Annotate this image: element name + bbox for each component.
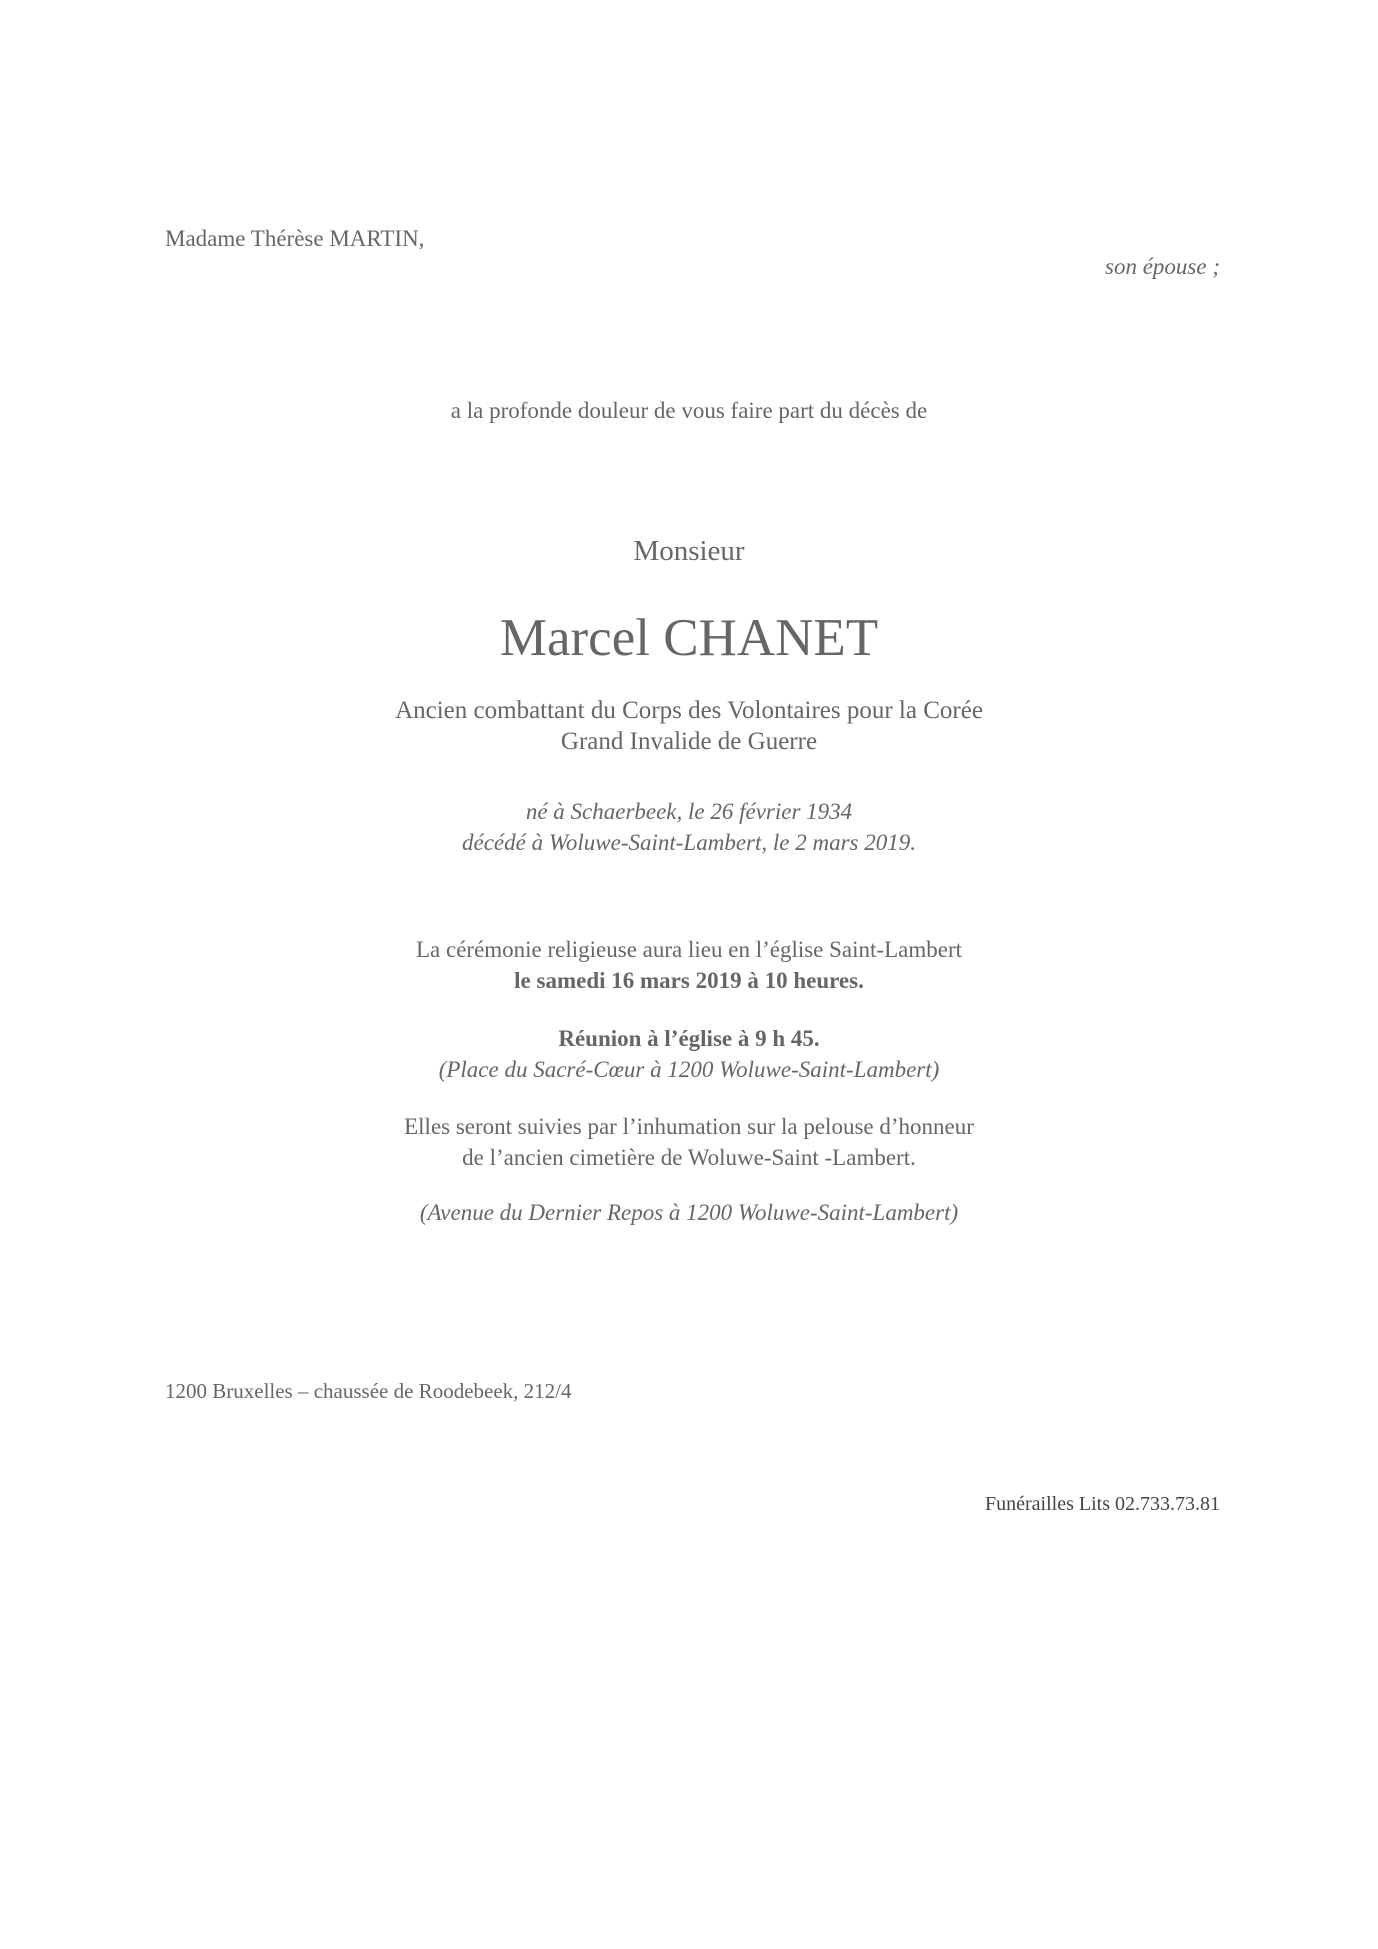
- deceased-name: Marcel CHANET: [499, 609, 879, 667]
- burial-block: [0, 1111, 1378, 1173]
- birth-line: né à Schaerbeek, le 26 février 1934: [525, 799, 853, 824]
- burial-line-2: de l’ancien cimetière de Woluwe-Saint -Lambert.: [462, 1145, 916, 1170]
- meeting-address: (Place du Sacré-Cœur à 1200 Woluwe-Saint-Lambert): [438, 1057, 940, 1082]
- meeting-block: [0, 1023, 1378, 1085]
- life-dates: [0, 796, 1378, 858]
- ceremony-block: [0, 934, 1378, 996]
- ceremony-place: La cérémonie religieuse aura lieu en l’église Saint-Lambert: [415, 937, 962, 962]
- home-address: 1200 Bruxelles – chaussée de Roodebeek, 212/4: [165, 1379, 572, 1403]
- family-relation: son épouse ;: [1105, 254, 1220, 279]
- funeral-home: Funérailles Lits 02.733.73.81: [985, 1493, 1220, 1515]
- distinction-war-invalid: Grand Invalide de Guerre: [560, 728, 818, 755]
- deceased-title: Monsieur: [633, 535, 745, 567]
- burial-line-1: Elles seront suivies par l’inhumation sur la pelouse d’honneur: [404, 1114, 974, 1139]
- deceased-distinctions: [0, 695, 1378, 757]
- announcement-intro: a la profonde douleur de vous faire part du décès de: [450, 398, 928, 423]
- burial-address: (Avenue du Dernier Repos à 1200 Woluwe-Saint-Lambert): [419, 1200, 959, 1225]
- ceremony-date: le samedi 16 mars 2019 à 10 heures.: [514, 968, 864, 993]
- death-line: décédé à Woluwe-Saint-Lambert, le 2 mars 2019.: [462, 830, 916, 855]
- meeting-time: Réunion à l’église à 9 h 45.: [558, 1026, 820, 1051]
- distinction-korea: Ancien combattant du Corps des Volontaires pour la Corée: [395, 697, 983, 724]
- family-name: Madame Thérèse MARTIN,: [165, 226, 425, 251]
